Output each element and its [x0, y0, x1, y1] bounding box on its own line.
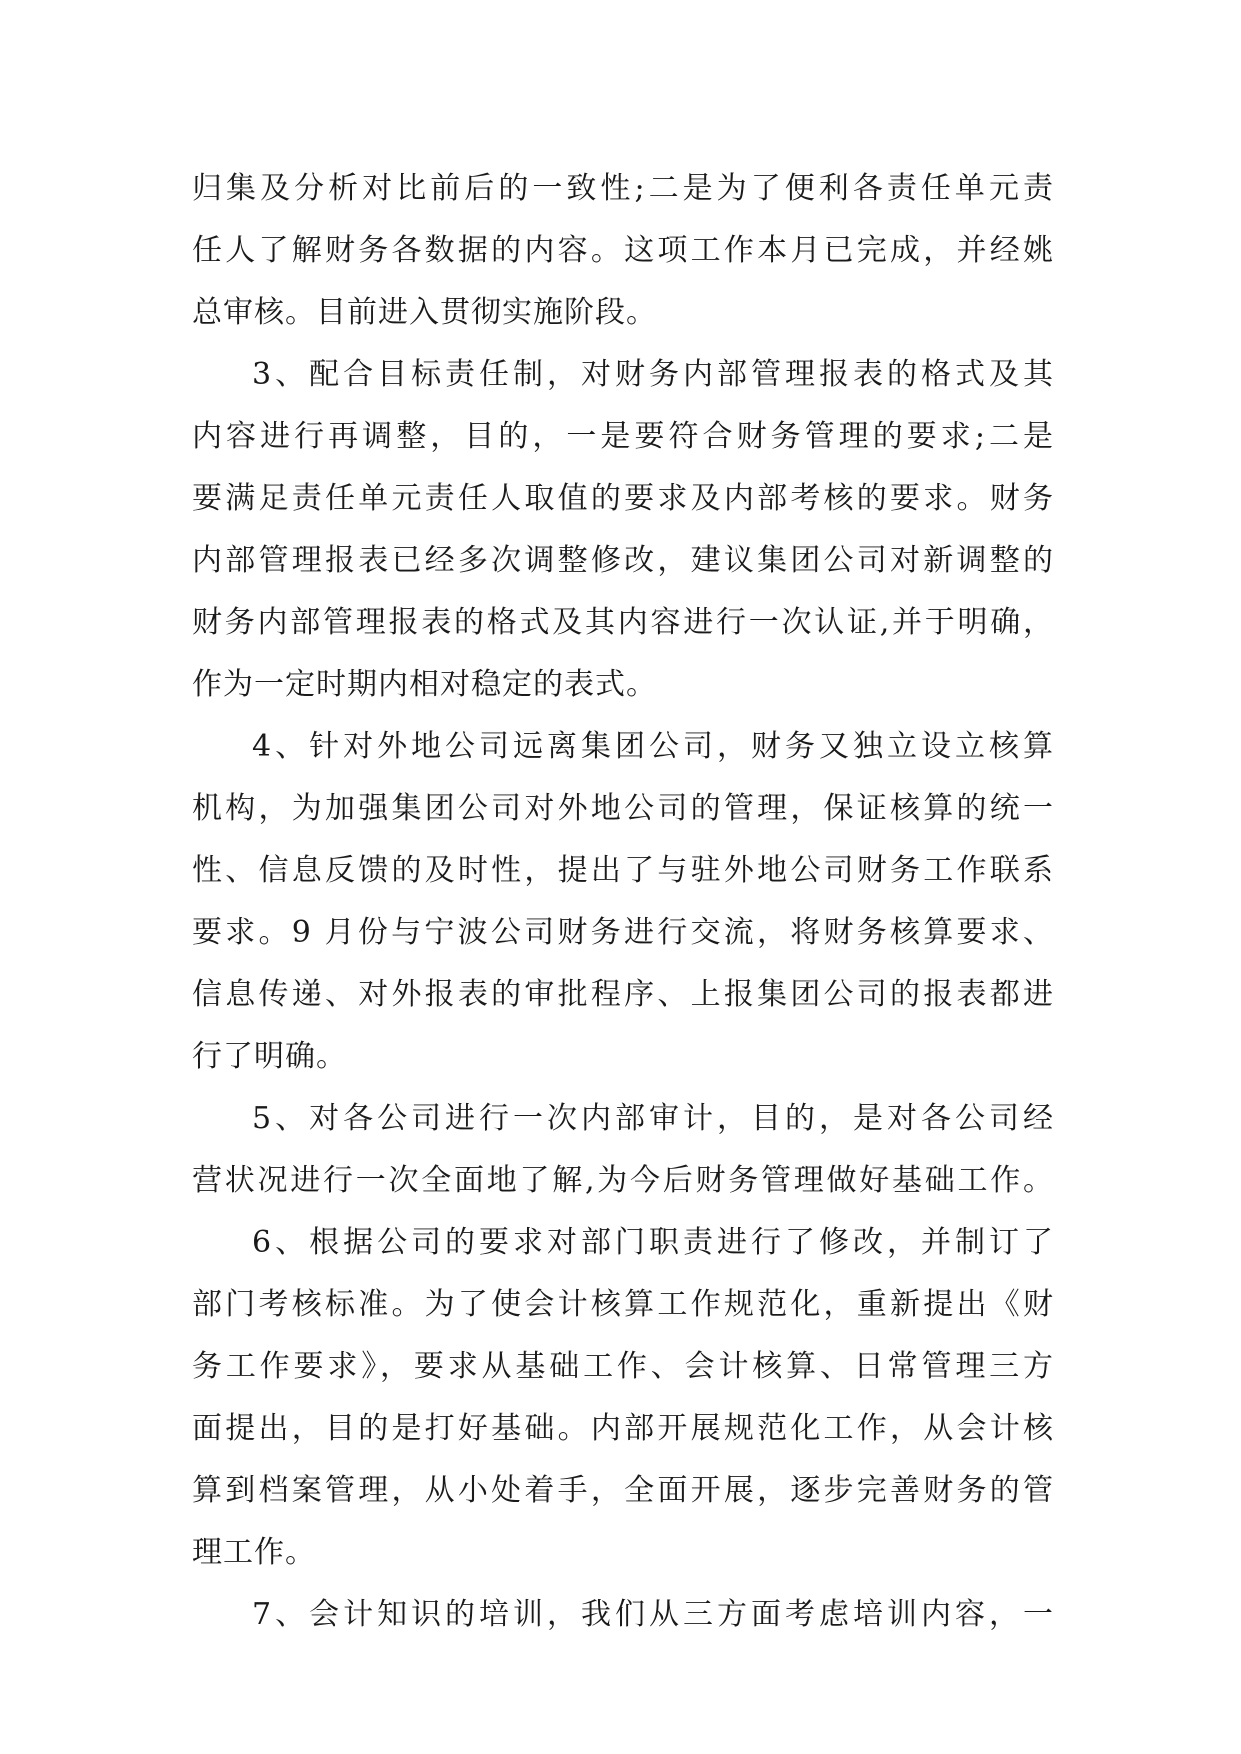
- text-line: 7、会计知识的培训，我们从三方面考虑培训内容，一: [252, 1597, 1054, 1632]
- text-line: 要求。9 月份与宁波公司财务进行交流，将财务核算要求、: [192, 915, 1054, 950]
- text-line: 财务内部管理报表的格式及其内容进行一次认证,并于明确，: [192, 605, 1054, 640]
- text-line: 面提出，目的是打好基础。内部开展规范化工作，从会计核: [192, 1411, 1054, 1446]
- text-line: 内部管理报表已经多次调整修改，建议集团公司对新调整的: [192, 543, 1054, 578]
- text-line: 3、配合目标责任制，对财务内部管理报表的格式及其: [252, 357, 1054, 392]
- text-line: 要满足责任单元责任人取值的要求及内部考核的要求。财务: [192, 481, 1054, 516]
- text-line: 任人了解财务各数据的内容。这项工作本月已完成，并经姚: [192, 233, 1054, 268]
- text-line: 4、针对外地公司远离集团公司，财务又独立设立核算: [252, 729, 1054, 764]
- text-line: 行了明确。: [192, 1039, 347, 1074]
- text-line: 机构，为加强集团公司对外地公司的管理，保证核算的统一: [192, 791, 1054, 826]
- text-line: 内容进行再调整，目的，一是要符合财务管理的要求;二是: [192, 419, 1054, 454]
- text-line: 性、信息反馈的及时性，提出了与驻外地公司财务工作联系: [192, 853, 1054, 888]
- text-line: 5、对各公司进行一次内部审计，目的，是对各公司经: [252, 1101, 1054, 1136]
- text-line: 作为一定时期内相对稳定的表式。: [192, 667, 657, 702]
- text-line: 算到档案管理，从小处着手，全面开展，逐步完善财务的管: [192, 1473, 1054, 1508]
- text-line: 信息传递、对外报表的审批程序、上报集团公司的报表都进: [192, 977, 1054, 1012]
- text-line: 6、根据公司的要求对部门职责进行了修改，并制订了: [252, 1225, 1054, 1260]
- text-line: 部门考核标准。为了使会计核算工作规范化，重新提出《财: [192, 1287, 1054, 1322]
- text-line: 归集及分析对比前后的一致性;二是为了便利各责任单元责: [192, 171, 1054, 206]
- document-body: [192, 158, 1054, 1646]
- text-line: 总审核。目前进入贯彻实施阶段。: [192, 295, 657, 330]
- text-line: 理工作。: [192, 1535, 316, 1570]
- text-line: 务工作要求》，要求从基础工作、会计核算、日常管理三方: [192, 1349, 1054, 1384]
- text-line: 营状况进行一次全面地了解,为今后财务管理做好基础工作。: [192, 1163, 1054, 1198]
